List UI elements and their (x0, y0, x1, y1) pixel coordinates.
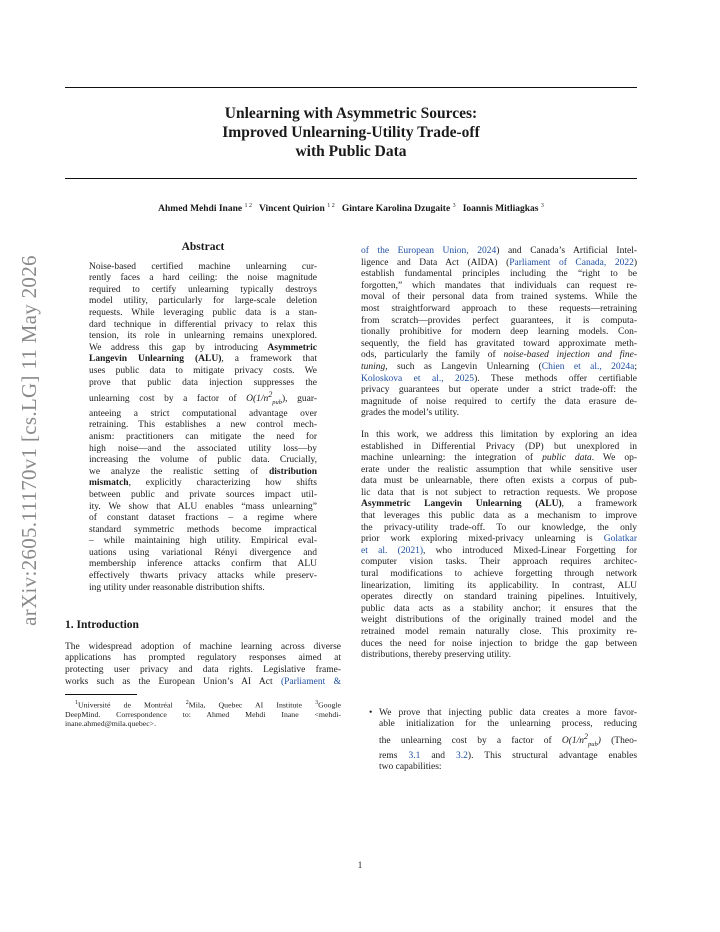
bullet-text: and (420, 750, 457, 761)
math-text: O(1/n (561, 736, 585, 747)
intro-text: works such as the European Union’s AI Act (65, 676, 281, 687)
intro-line: The widespread adoption of machine learning across diverse (65, 641, 341, 652)
intro-line: grades the model’s utility. (361, 408, 460, 419)
intro-line: operates directly on standard training pipelines. Intuitively, (361, 592, 637, 603)
intro-line (361, 374, 637, 386)
intro-line: In this work, we address this limitation by exploring an idea (361, 429, 637, 440)
bullet-text: ). This structural advantage enables (467, 750, 638, 761)
abstract-line: requests. While leveraging public data is a stan- (89, 307, 317, 318)
math-subscript: pub (272, 399, 283, 407)
footnote-text: Université de Montréal (78, 700, 186, 710)
intro-line: linearization, limiting its applicability. In contrast, ALU (361, 580, 637, 591)
abstract-line (89, 467, 317, 479)
math-superscript: 2 (268, 390, 273, 400)
abstract-line (89, 389, 317, 409)
citation-link[interactable]: et al. (2021) (361, 545, 423, 556)
abstract-text: ), guar- (282, 394, 317, 405)
intro-line: applications has prompted regulatory responses aimed at (65, 653, 341, 664)
abstract-line: tension, its role in unlearning remains unexplored. (89, 331, 317, 342)
math-expression (561, 731, 601, 749)
abstract-line: effectively thwarts privacy attacks while preserv- (89, 571, 317, 582)
abstract-line: model utility, particularly for large-scale deletion (89, 296, 317, 307)
intro-line (361, 453, 637, 465)
abstract-line: of constant dataset fractions – a regime where (89, 513, 317, 524)
bullet-marker: • (369, 707, 373, 718)
intro-line: forgotten,” which mandates that individuals can request re- (361, 280, 637, 291)
title-top-rule (65, 87, 637, 88)
intro-line: protecting user privacy and data rights. Legislative frame- (65, 665, 341, 676)
abstract-line: ity. We show that ALU enables “mass unlearning” (89, 501, 317, 512)
theorem-link[interactable]: 3.2 (456, 750, 468, 761)
abstract-line (89, 354, 317, 366)
intro-line: established in Differential Privacy (DP) but unexplored in (361, 441, 637, 452)
math-expression (246, 390, 283, 407)
author-name: Ahmed Mehdi Inane (158, 204, 243, 215)
intro-line (361, 499, 637, 511)
emphasis-text: public data (542, 453, 592, 464)
bullet-text: rems (379, 750, 409, 761)
bullet-line: able initialization for the unlearning process, reducing (379, 719, 637, 730)
abstract-line: uations using variational Rényi divergence and (89, 547, 317, 558)
intro-line: establish fundamental principles including the “right to be (361, 269, 637, 280)
abstract-bold-term: distribution (268, 466, 317, 477)
abstract-bold-term: Langevin Unlearning (ALU) (89, 354, 222, 365)
bullet-text: the unlearning cost by a factor of (379, 736, 562, 747)
citation-link[interactable]: (Parliament & (280, 676, 341, 687)
emphasis-text: noise-based injection and fine- (503, 350, 637, 361)
author-affiliation: 1 2 (327, 203, 335, 209)
abstract-line: anism: practitioners can mitigate the need for (89, 431, 317, 442)
emphasis-text: tuning (361, 361, 386, 372)
intro-line: tionally prohibitive for modern deep learning models. Con- (361, 327, 637, 338)
abstract-line: dard technique in differential privacy to relax this (89, 319, 317, 330)
abstract-body (89, 262, 317, 595)
affiliation-footnote (65, 699, 341, 728)
intro-line: public data acts as a stability anchor; it ensures that the (361, 603, 637, 614)
abstract-line: retraining. This establishes a new control mech- (89, 420, 317, 431)
abstract-line: – while maintaining high utility. Empirical eval- (89, 536, 317, 547)
intro-line (361, 534, 637, 546)
citation-link[interactable]: Koloskova et al., 2025 (361, 373, 475, 384)
arxiv-stamp (14, 254, 44, 626)
intro-line (361, 246, 637, 258)
abstract-text: , explicitly characterizing how shifts (128, 478, 317, 489)
bullet-line: two capabilities: (379, 762, 442, 773)
intro-text: ) (633, 257, 637, 268)
math-subscript: pub (587, 741, 598, 749)
intro-line: most straightforward approach to these requests—retraining (361, 303, 637, 314)
author-name: Ioannis Mitliagkas (462, 204, 539, 215)
intro-line (361, 258, 637, 270)
bullet-text: (Theo- (611, 736, 637, 747)
intro-line: lic data that is not subject to retraction requests. We propose (361, 487, 637, 498)
footnote-line (65, 699, 341, 710)
citation-link[interactable]: Golatkar (603, 534, 637, 545)
math-text: ) (597, 736, 601, 747)
abstract-line: standard symmetric methods become impractical (89, 524, 317, 535)
intro-paragraph (65, 642, 341, 688)
paper-title (65, 104, 637, 161)
left-column (65, 242, 341, 728)
abstract-line: increasing the volume of public data. Crucially, (89, 455, 317, 466)
author-name: Gintare Karolina Dzugaite (341, 204, 451, 215)
footnote-text: Mila, Quebec AI Institute (188, 700, 316, 710)
intro-text: , who introduced Mixed-Linear Forgetting for (422, 545, 637, 556)
intro-paragraph (361, 430, 637, 662)
intro-text: ). These methods offer certifiable (474, 373, 637, 384)
intro-text: ; (634, 361, 637, 372)
abstract-line: high noise—and the associated utility loss—by (89, 443, 317, 454)
author-list (65, 203, 637, 214)
intro-line: erate under the realistic assumption that while sensitive user (361, 464, 637, 475)
intro-line: magnitude of noise required to certify the data erasure de- (361, 396, 637, 407)
abstract-text: we analyze the realistic setting of (89, 466, 269, 477)
abstract-text: We address this gap by introducing (89, 342, 268, 353)
footnote-marker: 2 (185, 700, 189, 707)
intro-text: ods, particularly the family of (361, 350, 504, 361)
intro-line: tural modifications to achieve forgetting through network (361, 569, 637, 580)
intro-line (361, 350, 637, 362)
intro-line (361, 546, 637, 558)
intro-line: duces the need for noise injection to bridge the gap between (361, 638, 637, 649)
intro-line: weight distributions of the originally trained model and the (361, 615, 637, 626)
intro-line: computer vision tasks. Their approach requires architec- (361, 557, 637, 568)
arxiv-stamp-text: arXiv:2605.11170v1 [cs.LG] 11 May 2026 (16, 254, 41, 626)
intro-text: . We op- (591, 453, 637, 464)
bullet-line (379, 731, 637, 751)
intro-text: prior work exploring mixed-privacy unlearning is (361, 534, 604, 545)
right-column (361, 246, 637, 774)
author-affiliation: 3 (540, 203, 544, 209)
abstract-line (89, 478, 317, 490)
title-line: Unlearning with Asymmetric Sources: (224, 105, 478, 122)
intro-line: privacy guarantees but operate under a strict trade-off: the (361, 385, 637, 396)
intro-line: retrained model remain naturally close. This proximity re- (361, 627, 637, 637)
intro-line (65, 677, 341, 689)
abstract-line: Noise-based certified machine unlearning cur- (89, 261, 317, 272)
abstract-line: rently faces a hard ceiling: the noise magnitude (89, 273, 317, 284)
section-heading-introduction: 1. Introduction (65, 619, 139, 632)
intro-line: data must be unlearnable, there often exists a corpus of pub- (361, 476, 637, 487)
title-line: Improved Unlearning-Utility Trade-off (222, 124, 480, 141)
abstract-heading: Abstract (181, 241, 225, 253)
footnote-line: DeepMind. Correspondence to: Ahmed Mehdi Inane <mehdi- (65, 710, 341, 720)
intro-line: moval of their personal data from trained systems. While the (361, 292, 637, 303)
intro-text: machine unlearning: the integration of (361, 453, 543, 464)
abstract-line: prove that public data injection suppresses the (89, 377, 317, 388)
bullet-line: We prove that injecting public data creates a more favor- (379, 707, 637, 718)
abstract-line: membership inference attacks confirm that ALU (89, 559, 317, 570)
theorem-link[interactable]: 3.1 (408, 750, 421, 761)
citation-link[interactable]: of the European Union, 2024 (361, 246, 497, 256)
intro-text: , a framework (561, 499, 638, 510)
intro-line: the privacy-utility trade-off. To our knowledge, the only (361, 522, 637, 533)
intro-text: ) and Canada’s Artificial Intel- (496, 246, 637, 256)
abstract-line: anteeing a strict computational advantage over (89, 408, 317, 419)
author-name: Vincent Quirion (258, 204, 325, 215)
abstract-text: unlearning cost by a factor of (89, 394, 247, 405)
footnote-marker: 3 (315, 700, 319, 707)
abstract-line: uses public data to mitigate privacy costs. We (89, 365, 317, 376)
abstract-text: , a framework that (221, 354, 317, 365)
page-number: 1 (357, 860, 363, 870)
abstract-bold-term: Asymmetric (267, 342, 317, 353)
abstract-bold-term: mismatch (89, 478, 129, 489)
intro-line: distributions, thereby preserving utility. (361, 650, 512, 661)
bold-term: Asymmetric Langevin Unlearning (ALU) (361, 499, 562, 510)
intro-line: from scratch—provides perfect guarantees, it is computa- (361, 315, 637, 326)
intro-line: that leverages this public data as a mechanism to improve (361, 511, 637, 522)
title-bottom-rule (65, 178, 637, 179)
math-text: O(1/n (246, 394, 269, 405)
bullet-line (379, 751, 637, 763)
footnote-marker: 1 (75, 700, 78, 707)
citation-link[interactable]: Chien et al., 2024a (541, 361, 635, 372)
intro-text: , such as Langevin Unlearning ( (385, 361, 542, 372)
math-superscript: 2 (584, 731, 588, 741)
title-line: with Public Data (295, 143, 407, 160)
intro-line (361, 362, 637, 374)
abstract-line: ing utility under reasonable distribution shifts. (89, 582, 265, 593)
abstract-line: between public and private sources impact util- (89, 489, 317, 500)
intro-line: sequently, the field has gravitated toward approximate meth- (361, 338, 637, 349)
abstract-line: required to certify unlearning typically destroys (89, 284, 317, 295)
author-affiliation: 1 2 (244, 203, 252, 209)
footnote-rule (65, 694, 137, 695)
contribution-bullet (361, 708, 637, 774)
footnote-line: inane.ahmed@mila.quebec>. (65, 719, 157, 729)
citation-link[interactable]: Parliament of Canada, 2022 (509, 257, 634, 268)
author-affiliation: 3 (452, 203, 456, 209)
abstract-line (89, 343, 317, 355)
intro-paragraph (361, 246, 637, 420)
footnote-text: Google (318, 700, 342, 710)
intro-text: ligence and Data Act (AIDA) ( (361, 257, 510, 268)
